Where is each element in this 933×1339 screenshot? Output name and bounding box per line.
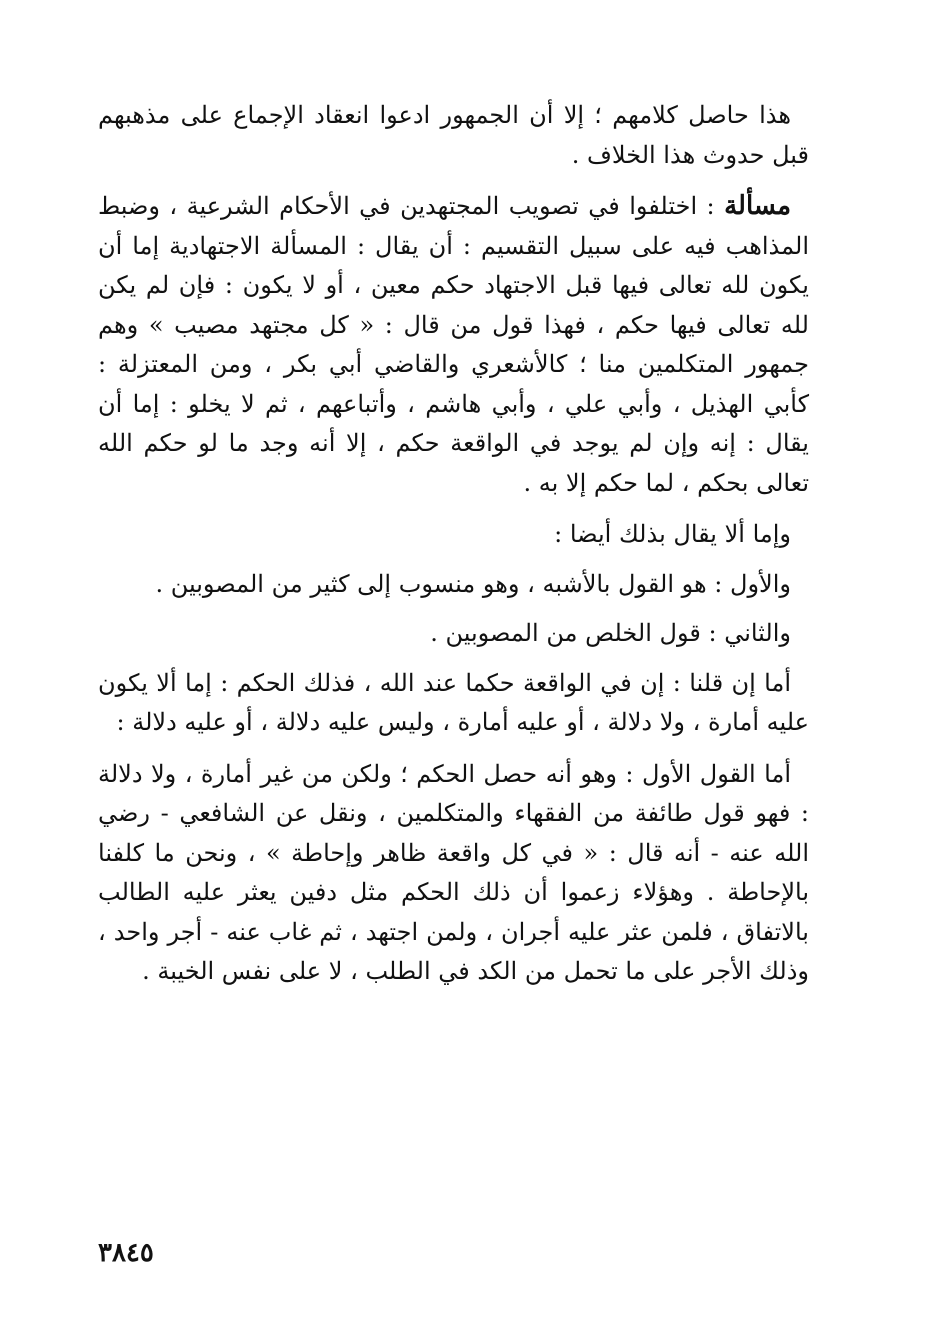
paragraph-5: [98, 614, 809, 654]
paragraph-1: [98, 96, 809, 175]
paragraph-7-text: أما القول الأول : وهو أنه حصل الحكم ؛ ولكن من غير أمارة ، ولا دلالة : فهو قول طائفة من الفقهاء والمتكلمين ، ونقل عن الشافعي - رضي الله عنه - أنه قال : « في كل واقعة ظاهر وإحاطة » ، ونحن ما كلفنا بالإحاطة . وهؤلاء زعموا أن ذلك الحكم مثل دفين يعثر عليه الطالب بالاتفاق ، فلمن عثر عليه أجران ، ولمن اجتهد ، ثم غاب عنه - أجر واحد ، وذلك الأجر على ما تحمل من الكد في الطلب ، لا على نفس الخيبة .: [98, 759, 809, 985]
paragraph-6-text: أما إن قلنا : إن في الواقعة حكما عند الله ، فذلك الحكم : إما ألا يكون عليه أمارة ، ولا دلالة ، أو عليه أمارة ، وليس عليه دلالة ، أو عليه دلالة :: [98, 668, 809, 736]
paragraph-2: [98, 187, 809, 503]
main-text: [98, 96, 809, 1004]
issue-heading: مسألة: [724, 191, 791, 221]
paragraph-1-text: هذا حاصل كلامهم ؛ إلا أن الجمهور ادعوا انعقاد الإجماع على مذهبهم قبل حدوث هذا الخلاف .: [98, 101, 809, 169]
paragraph-4-text: والأول : هو القول بالأشبه ، وهو منسوب إلى كثير من المصوبين .: [155, 569, 791, 598]
paragraph-2-text: : اختلفوا في تصويب المجتهدين في الأحكام الشرعية ، وضبط المذاهب فيه على سبيل التقسيم : أن يقال : المسألة الاجتهادية إما أن يكون لله تعالى فيها قبل الاجتهاد حكم معين ، أو لا يكون : فإن لم يكن لله تعالى فيها حكم ، فهذا قول من قال : « كل مجتهد مصيب » وهم جمهور المتكلمين منا ؛ كالأشعري والقاضي أبي بكر ، ومن المعتزلة : كأبي الهذيل ، وأبي علي ، وأبي هاشم ، وأتباعهم ، ثم لا يخلو : إما أن يقال : إنه وإن لم يوجد في الواقعة حكم ، إلا أنه وجد ما لو حكم الله تعالى بحكم ، لما حكم إلا به .: [98, 192, 809, 497]
paragraph-6: [98, 664, 809, 743]
paragraph-4: [98, 565, 809, 605]
page-number: ٣٨٤٥: [98, 1238, 154, 1268]
paragraph-5-text: والثاني : قول الخلص من المصوبين .: [430, 619, 791, 647]
paragraph-7: [98, 755, 809, 992]
paragraph-3-text: وإما ألا يقال بذلك أيضا :: [554, 520, 791, 548]
paragraph-3: [98, 515, 809, 555]
